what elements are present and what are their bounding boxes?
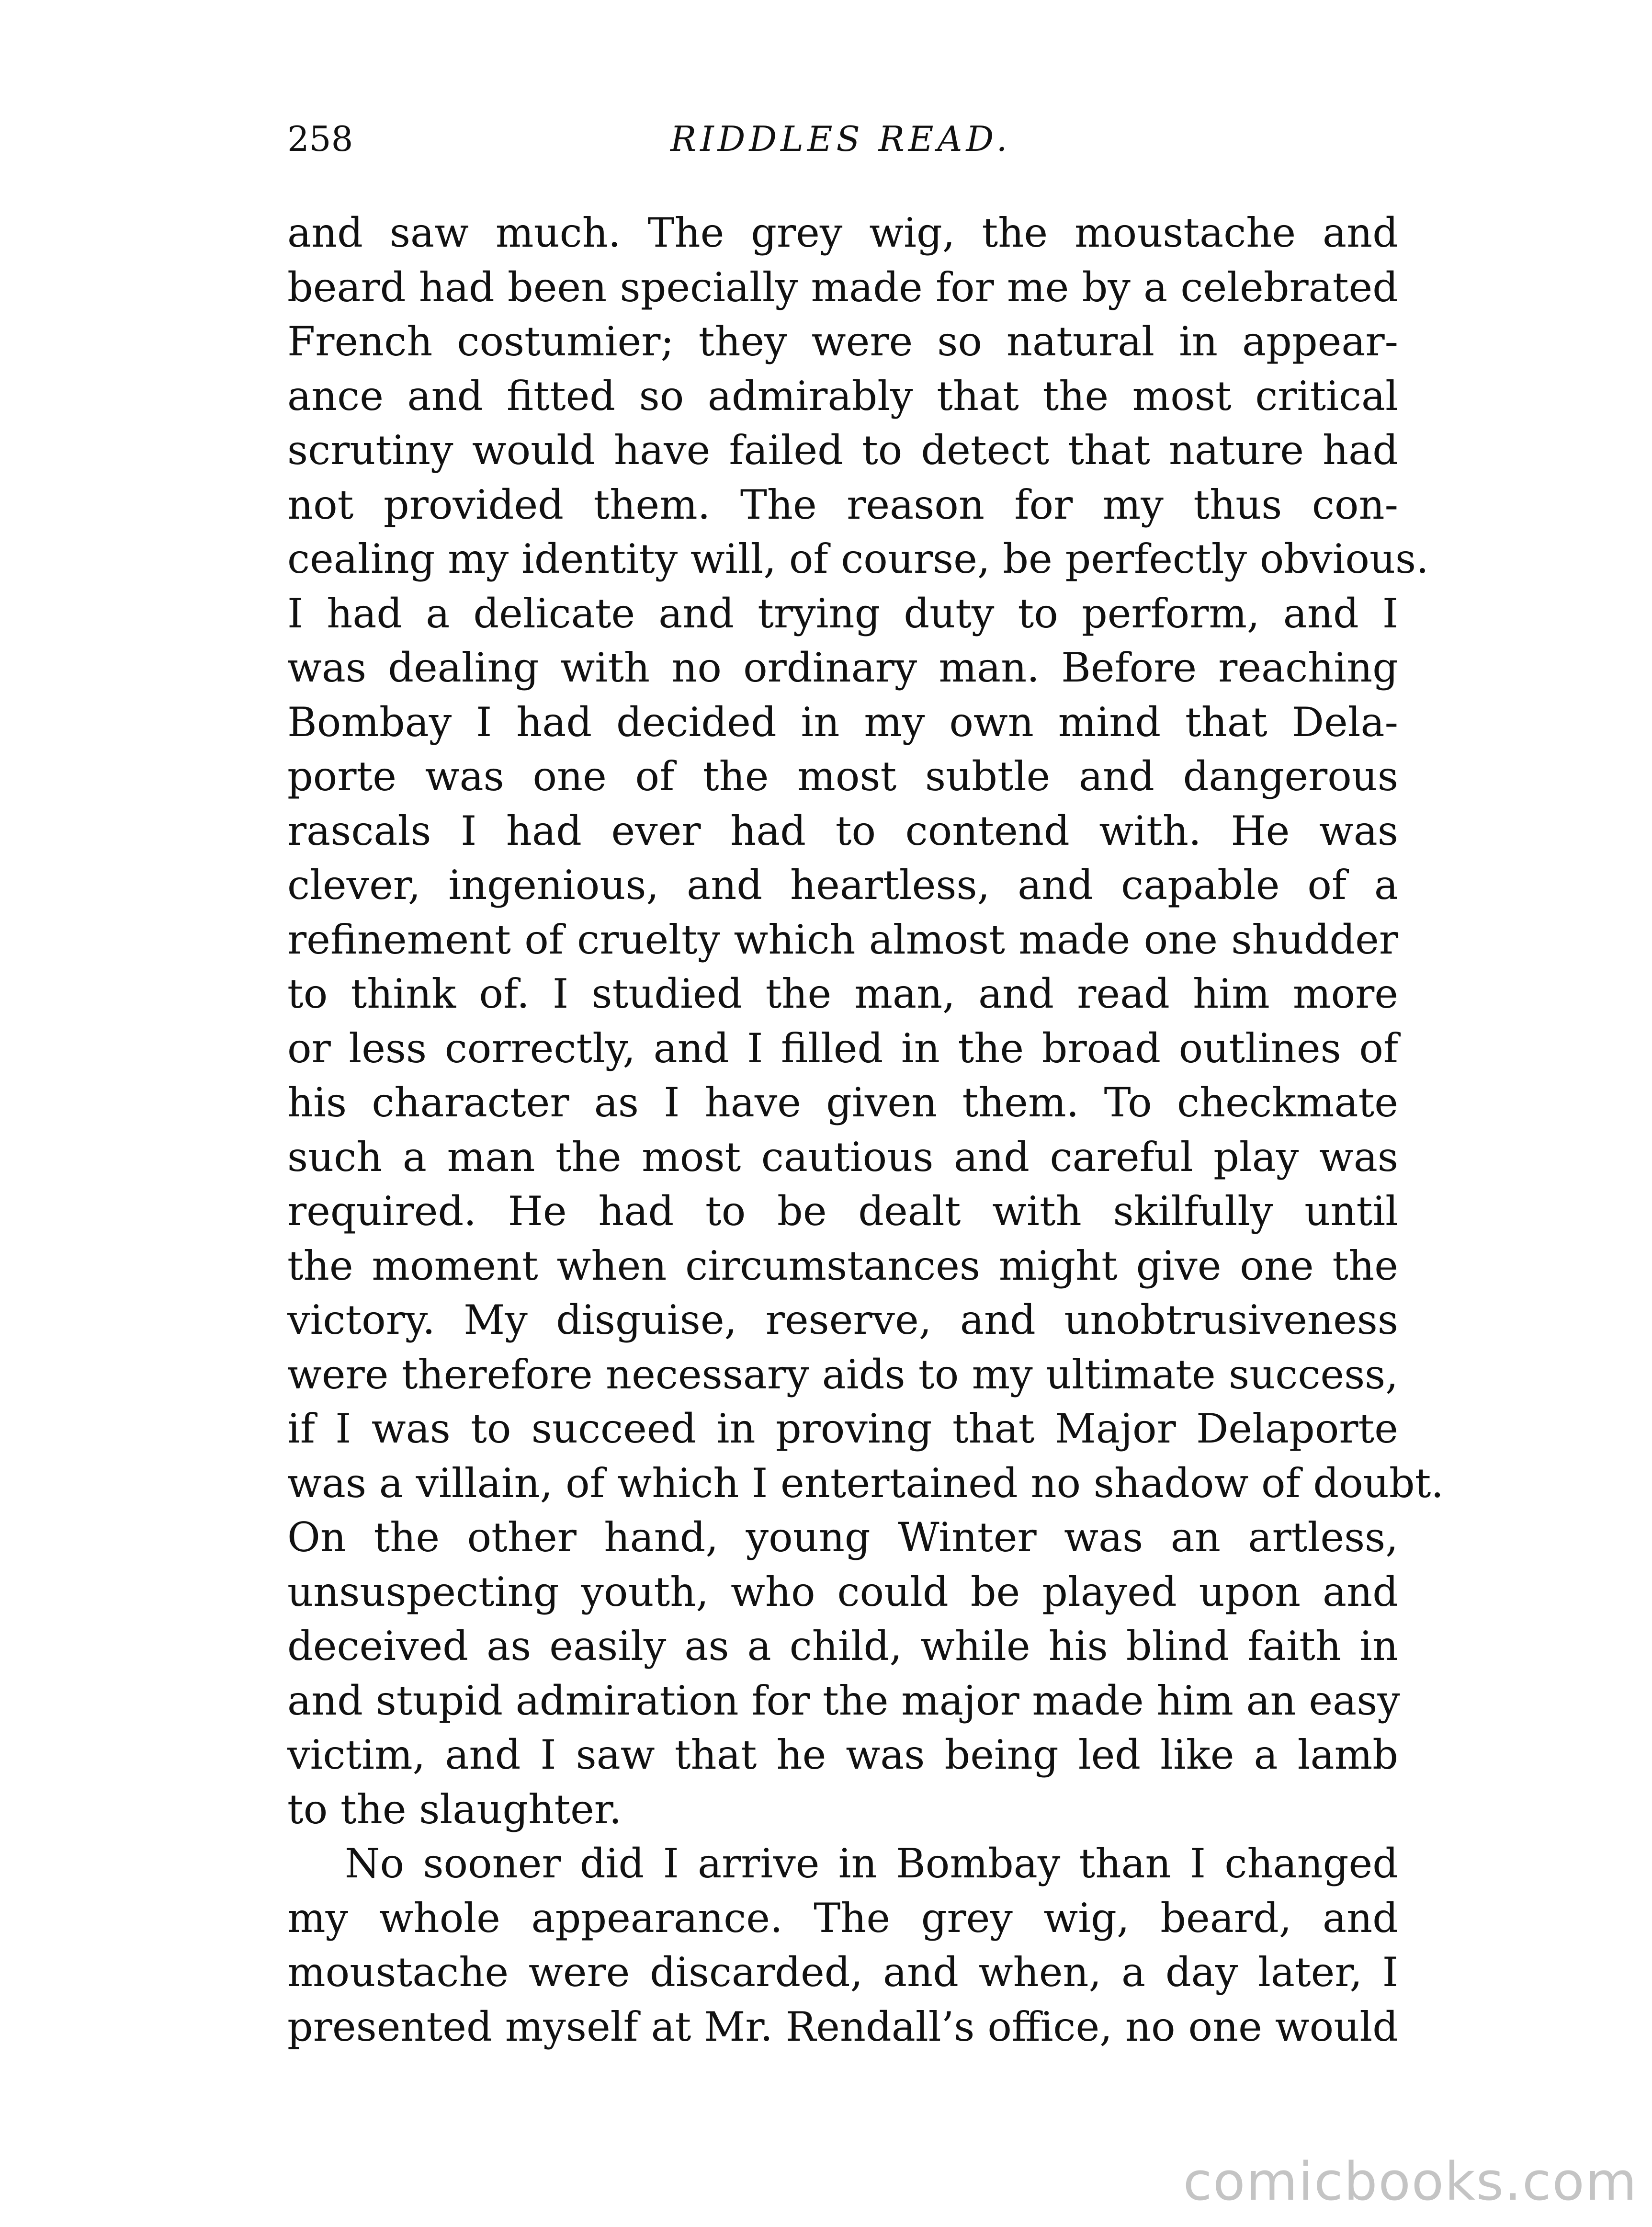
text-line: rascals I had ever had to contend with. He was [287, 807, 1398, 854]
text-line: French costumier; they were so natural in appear- [287, 318, 1398, 365]
text-line: his character as I have given them. To checkmate [287, 1079, 1398, 1126]
text-line: presented myself at Mr. Rendall’s office, no one would [287, 2003, 1398, 2050]
text-line: porte was one of the most subtle and dangerous [287, 753, 1398, 800]
text-line: ance and fitted so admirably that the most critical [287, 372, 1398, 420]
text-line: unsuspecting youth, who could be played upon and [287, 1568, 1398, 1615]
text-line: and saw much. The grey wig, the moustache and [287, 209, 1398, 256]
text-line: the moment when circumstances might give one the [287, 1242, 1398, 1289]
text-line: was dealing with no ordinary man. Before reaching [287, 644, 1398, 691]
page-number: 258 [287, 119, 353, 159]
text-line: beard had been specially made for me by a celebrated [287, 263, 1398, 311]
text-line: if I was to succeed in proving that Major Delaporte [287, 1405, 1398, 1452]
text-line: On the other hand, young Winter was an artless, [287, 1514, 1398, 1561]
text-line: scrutiny would have failed to detect that nature had [287, 427, 1398, 474]
text-line: cealing my identity will, of course, be perfectly obvious. [287, 535, 1429, 582]
text-line: moustache were discarded, and when, a day later, I [287, 1949, 1398, 1996]
body-text [287, 206, 1444, 2054]
text-line: clever, ingenious, and heartless, and capable of a [287, 862, 1398, 909]
text-line: were therefore necessary aids to my ultimate success, [287, 1351, 1398, 1398]
text-line: such a man the most cautious and careful play was [287, 1133, 1398, 1181]
paragraph-start-line: No sooner did I arrive in Bombay than I changed [345, 1840, 1398, 1887]
text-line: Bombay I had decided in my own mind that Dela- [287, 698, 1398, 746]
text-line: not provided them. The reason for my thus con- [287, 481, 1398, 528]
text-line: I had a delicate and trying duty to perform, and I [287, 590, 1398, 637]
text-line: victim, and I saw that he was being led like a lamb [287, 1731, 1398, 1778]
running-title: RIDDLES READ. [670, 119, 1011, 159]
text-line: victory. My disguise, reserve, and unobtrusiveness [287, 1296, 1398, 1343]
text-line: required. He had to be dealt with skilfully until [287, 1188, 1398, 1235]
paragraph-end-line: to the slaughter. [287, 1785, 622, 1833]
text-line: refinement of cruelty which almost made one shudder [287, 916, 1398, 963]
text-line: to think of. I studied the man, and read him more [287, 970, 1398, 1017]
text-line: and stupid admiration for the major made him an easy [287, 1677, 1400, 1724]
text-line: or less correctly, and I filled in the broad outlines of [287, 1024, 1398, 1072]
text-line: my whole appearance. The grey wig, beard, and [287, 1894, 1398, 1942]
text-line: deceived as easily as a child, while his blind faith in [287, 1623, 1398, 1670]
watermark: comicbooks.com [1183, 2151, 1638, 2212]
text-line: was a villain, of which I entertained no shadow of doubt. [287, 1459, 1444, 1507]
